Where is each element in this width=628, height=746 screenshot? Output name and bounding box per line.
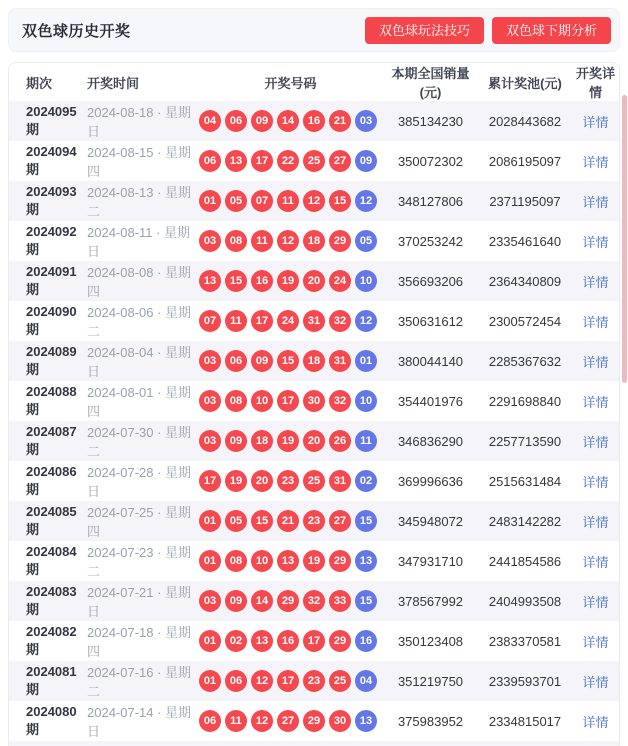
- red-ball: 16: [251, 270, 273, 292]
- period-cell: 2024081期: [26, 664, 77, 697]
- draw-date-cell: 2024-07-30 · 星期二: [87, 425, 192, 459]
- sales-cell: 346836290: [397, 433, 464, 449]
- draw-date-cell: 2024-08-18 · 星期日: [87, 105, 192, 139]
- red-ball: 08: [225, 230, 247, 252]
- red-ball: 32: [329, 310, 351, 332]
- red-ball: 29: [303, 710, 325, 732]
- blue-ball: 10: [355, 390, 377, 412]
- draw-numbers-cell: [199, 110, 382, 132]
- sales-cell: 350072302: [397, 153, 464, 169]
- sales-cell: 351219750: [397, 673, 464, 689]
- blue-ball: 15: [355, 590, 377, 612]
- red-ball: 09: [225, 590, 247, 612]
- table-row-2024084期: [9, 541, 619, 581]
- column-header-draw-time: 开奖时间: [87, 75, 140, 91]
- detail-cell: [571, 512, 620, 531]
- balls-group: [199, 670, 382, 692]
- red-ball: 21: [329, 110, 351, 132]
- red-ball: 31: [329, 350, 351, 372]
- detail-cell: [571, 592, 620, 611]
- pool-cell: 2441854586: [488, 553, 562, 569]
- draw-numbers-cell: [199, 550, 382, 572]
- sales-cell: 345948072: [397, 513, 464, 529]
- column-header-numbers: 开奖号码: [264, 75, 317, 91]
- blue-ball: 12: [355, 190, 377, 212]
- sales-cell: 350631612: [397, 313, 464, 329]
- period-cell: 2024091期: [26, 264, 77, 297]
- draw-date-cell: 2024-07-16 · 星期二: [87, 665, 192, 699]
- red-ball: 13: [251, 630, 273, 652]
- red-ball: 13: [225, 150, 247, 172]
- draw-date-cell: 2024-07-28 · 星期日: [87, 465, 192, 499]
- page-header: [8, 8, 620, 52]
- blue-ball: 10: [355, 270, 377, 292]
- red-ball: 03: [199, 390, 221, 412]
- red-ball: 18: [303, 230, 325, 252]
- draw-date-cell: 2024-07-25 · 星期四: [87, 505, 192, 539]
- detail-link[interactable]: 详情: [582, 274, 609, 290]
- red-ball: 09: [225, 430, 247, 452]
- red-ball: 03: [199, 430, 221, 452]
- table-row-2024086期: [9, 461, 619, 501]
- sales-cell: 356693206: [397, 273, 464, 289]
- red-ball: 22: [277, 150, 299, 172]
- balls-group: [199, 630, 382, 652]
- red-ball: 21: [277, 510, 299, 532]
- draw-date-cell: 2024-07-18 · 星期四: [87, 625, 192, 659]
- red-ball: 25: [303, 150, 325, 172]
- red-ball: 11: [225, 710, 247, 732]
- balls-group: [199, 430, 382, 452]
- pool-cell: 2291698840: [488, 393, 562, 409]
- table-row-2024087期: [9, 421, 619, 461]
- red-ball: 27: [329, 510, 351, 532]
- column-header-detail: 开奖详情: [575, 66, 615, 100]
- red-ball: 10: [251, 550, 273, 572]
- table-row-2024092期: [9, 221, 619, 261]
- red-ball: 20: [303, 270, 325, 292]
- table-row-2024088期: [9, 381, 619, 421]
- red-ball: 33: [329, 590, 351, 612]
- detail-link[interactable]: 详情: [582, 314, 609, 330]
- draw-numbers-cell: [199, 310, 382, 332]
- red-ball: 23: [303, 670, 325, 692]
- pool-cell: 2371195097: [489, 193, 561, 209]
- detail-link[interactable]: 详情: [582, 234, 609, 250]
- blue-ball: 09: [355, 150, 377, 172]
- draw-numbers-cell: [199, 390, 382, 412]
- red-ball: 24: [277, 310, 299, 332]
- column-header-period: 期次: [26, 75, 53, 91]
- detail-cell: [571, 632, 620, 651]
- table-row-2024093期: [9, 181, 619, 221]
- period-cell: 2024090期: [26, 304, 77, 337]
- balls-group: [199, 390, 382, 412]
- detail-cell: [571, 552, 620, 571]
- draw-numbers-cell: [199, 350, 382, 372]
- red-ball: 10: [251, 390, 273, 412]
- red-ball: 09: [251, 350, 273, 372]
- pool-cell: 2383370581: [488, 633, 562, 649]
- period-cell: 2024084期: [26, 544, 77, 577]
- period-cell: 2024082期: [26, 624, 77, 657]
- red-ball: 12: [251, 670, 273, 692]
- draw-date-cell: 2024-08-01 · 星期四: [87, 385, 192, 419]
- red-ball: 05: [225, 190, 247, 212]
- period-cell: 2024095期: [26, 104, 77, 137]
- table-row-2024094期: [9, 141, 619, 181]
- balls-group: [199, 470, 382, 492]
- red-ball: 17: [199, 470, 221, 492]
- detail-link[interactable]: 详情: [582, 514, 609, 530]
- pool-cell: 2285367632: [488, 353, 562, 369]
- red-ball: 29: [329, 630, 351, 652]
- pool-cell: 2300572454: [488, 313, 562, 329]
- red-ball: 11: [251, 230, 273, 252]
- period-cell: 2024080期: [26, 704, 77, 737]
- red-ball: 17: [251, 150, 273, 172]
- period-cell: 2024083期: [26, 584, 77, 617]
- table-header-row: [9, 63, 619, 101]
- detail-link[interactable]: 详情: [582, 474, 609, 490]
- next-draw-analysis-button[interactable]: 双色球下期分析: [492, 17, 611, 44]
- red-ball: 08: [225, 550, 247, 572]
- blue-ball: 13: [355, 710, 377, 732]
- table-row-2024091期: [9, 261, 619, 301]
- pool-cell: 2086195097: [488, 153, 562, 169]
- draw-numbers-cell: [199, 270, 382, 292]
- red-ball: 17: [277, 390, 299, 412]
- column-header-sales: 本期全国销量(元): [391, 66, 470, 100]
- red-ball: 09: [251, 110, 273, 132]
- red-ball: 18: [251, 430, 273, 452]
- blue-ball: 03: [355, 110, 377, 132]
- detail-cell: [571, 192, 620, 211]
- sales-cell: 369996636: [397, 473, 464, 489]
- balls-group: [199, 550, 382, 572]
- sales-cell: 348127806: [397, 193, 464, 209]
- red-ball: 04: [199, 110, 221, 132]
- red-ball: 26: [329, 430, 351, 452]
- red-ball: 29: [277, 590, 299, 612]
- red-ball: 18: [303, 350, 325, 372]
- sales-cell: 385134230: [397, 113, 464, 129]
- red-ball: 17: [277, 670, 299, 692]
- balls-group: [199, 510, 382, 532]
- red-ball: 27: [277, 710, 299, 732]
- balls-group: [199, 350, 382, 372]
- detail-link[interactable]: 详情: [582, 714, 609, 730]
- red-ball: 32: [303, 590, 325, 612]
- sales-cell: 347931710: [397, 553, 464, 569]
- detail-cell: [571, 312, 620, 331]
- draw-numbers-cell: [199, 510, 382, 532]
- detail-cell: [571, 392, 620, 411]
- table-body: [9, 101, 619, 746]
- red-ball: 20: [251, 470, 273, 492]
- pool-cell: 2335461640: [488, 233, 562, 249]
- pool-cell: 2339593701: [488, 673, 562, 689]
- red-ball: 14: [251, 590, 273, 612]
- balls-group: [199, 310, 382, 332]
- blue-ball: 16: [355, 630, 377, 652]
- period-cell: 2024089期: [26, 344, 77, 377]
- pool-cell: 2334815017: [488, 713, 562, 729]
- detail-link[interactable]: 详情: [582, 154, 609, 170]
- red-ball: 15: [329, 190, 351, 212]
- detail-link[interactable]: 详情: [582, 554, 609, 570]
- detail-link[interactable]: 详情: [582, 634, 609, 650]
- red-ball: 12: [277, 230, 299, 252]
- detail-cell: [571, 232, 620, 251]
- red-ball: 11: [277, 190, 299, 212]
- blue-ball: 04: [355, 670, 377, 692]
- period-cell: 2024085期: [26, 504, 77, 537]
- red-ball: 06: [225, 350, 247, 372]
- red-ball: 15: [277, 350, 299, 372]
- blue-ball: 13: [355, 550, 377, 572]
- header-buttons: [365, 17, 611, 44]
- pool-cell: 2257713590: [488, 433, 562, 449]
- red-ball: 01: [199, 510, 221, 532]
- draw-date-cell: 2024-07-14 · 星期日: [87, 705, 192, 739]
- red-ball: 31: [329, 470, 351, 492]
- blue-ball: 12: [355, 310, 377, 332]
- red-ball: 01: [199, 550, 221, 572]
- balls-group: [199, 190, 382, 212]
- pool-cell: 2483142282: [488, 513, 562, 529]
- table-row-partial: [9, 741, 619, 746]
- red-ball: 20: [303, 430, 325, 452]
- table-row-2024081期: [9, 661, 619, 701]
- sales-cell: 375983952: [397, 713, 464, 729]
- red-ball: 16: [277, 630, 299, 652]
- table-row-2024095期: [9, 101, 619, 141]
- red-ball: 13: [199, 270, 221, 292]
- detail-cell: [571, 152, 620, 171]
- draw-numbers-cell: [199, 590, 382, 612]
- red-ball: 01: [199, 630, 221, 652]
- red-ball: 17: [303, 630, 325, 652]
- red-ball: 05: [225, 510, 247, 532]
- red-ball: 24: [329, 270, 351, 292]
- red-ball: 15: [225, 270, 247, 292]
- red-ball: 12: [303, 190, 325, 212]
- balls-group: [199, 230, 382, 252]
- red-ball: 07: [199, 310, 221, 332]
- detail-link[interactable]: 详情: [582, 434, 609, 450]
- balls-group: [199, 590, 382, 612]
- detail-cell: [571, 672, 620, 691]
- red-ball: 01: [199, 190, 221, 212]
- red-ball: 13: [277, 550, 299, 572]
- table-row-2024085期: [9, 501, 619, 541]
- detail-link[interactable]: 详情: [582, 194, 609, 210]
- draw-numbers-cell: [199, 470, 382, 492]
- draw-date-cell: 2024-08-08 · 星期四: [87, 265, 192, 299]
- red-ball: 02: [225, 630, 247, 652]
- draw-numbers-cell: [199, 430, 382, 452]
- red-ball: 12: [251, 710, 273, 732]
- detail-cell: [571, 432, 620, 451]
- red-ball: 08: [225, 390, 247, 412]
- red-ball: 01: [199, 670, 221, 692]
- pool-cell: 2028443682: [488, 113, 562, 129]
- detail-cell: [571, 112, 620, 131]
- table-row-2024080期: [9, 701, 619, 741]
- red-ball: 30: [329, 710, 351, 732]
- draw-numbers-cell: [199, 230, 382, 252]
- blue-ball: 11: [355, 430, 377, 452]
- draw-numbers-cell: [199, 710, 382, 732]
- column-header-pool: 累计奖池(元): [488, 75, 562, 91]
- pool-cell: 2515631484: [488, 473, 562, 489]
- draw-date-cell: 2024-07-21 · 星期日: [87, 585, 192, 619]
- red-ball: 29: [329, 230, 351, 252]
- draw-numbers-cell: [199, 150, 382, 172]
- red-ball: 06: [225, 110, 247, 132]
- red-ball: 15: [251, 510, 273, 532]
- blue-ball: 01: [355, 350, 377, 372]
- play-tips-button[interactable]: 双色球玩法技巧: [365, 17, 484, 44]
- table-row-2024082期: [9, 621, 619, 661]
- period-cell: 2024088期: [26, 384, 77, 417]
- draw-date-cell: 2024-08-11 · 星期日: [87, 225, 191, 259]
- table-row-2024089期: [9, 341, 619, 381]
- period-cell: 2024094期: [26, 144, 77, 177]
- balls-group: [199, 270, 382, 292]
- red-ball: 03: [199, 590, 221, 612]
- detail-link[interactable]: 详情: [582, 674, 609, 690]
- draw-date-cell: 2024-07-23 · 星期二: [87, 545, 192, 579]
- red-ball: 23: [277, 470, 299, 492]
- page-title: 双色球历史开奖: [22, 22, 131, 40]
- draw-date-cell: 2024-08-13 · 星期二: [87, 185, 192, 219]
- history-table-card: [8, 62, 620, 746]
- red-ball: 19: [277, 270, 299, 292]
- draw-numbers-cell: [199, 670, 382, 692]
- detail-cell: [571, 472, 620, 491]
- detail-link[interactable]: 详情: [582, 594, 609, 610]
- draw-date-cell: 2024-08-06 · 星期二: [87, 305, 192, 339]
- red-ball: 06: [225, 670, 247, 692]
- red-ball: 23: [303, 510, 325, 532]
- draw-numbers-cell: [199, 630, 382, 652]
- sales-cell: 350123408: [397, 633, 464, 649]
- red-ball: 30: [303, 390, 325, 412]
- draw-numbers-cell: [199, 190, 382, 212]
- pool-cell: 2404993508: [488, 593, 562, 609]
- red-ball: 25: [303, 470, 325, 492]
- draw-date-cell: 2024-08-15 · 星期四: [87, 145, 192, 179]
- detail-cell: [571, 352, 620, 371]
- red-ball: 14: [277, 110, 299, 132]
- red-ball: 03: [199, 350, 221, 372]
- balls-group: [199, 710, 382, 732]
- draw-date-cell: 2024-08-04 · 星期日: [87, 345, 192, 379]
- red-ball: 07: [251, 190, 273, 212]
- red-ball: 06: [199, 710, 221, 732]
- detail-cell: [571, 272, 620, 291]
- red-ball: 27: [329, 150, 351, 172]
- red-ball: 03: [199, 230, 221, 252]
- red-ball: 17: [251, 310, 273, 332]
- red-ball: 29: [329, 550, 351, 572]
- scrollbar-thumb[interactable]: [622, 95, 627, 383]
- red-ball: 31: [303, 310, 325, 332]
- sales-cell: 378567992: [397, 593, 464, 609]
- detail-link[interactable]: 详情: [582, 394, 609, 410]
- period-cell: 2024086期: [26, 464, 77, 497]
- red-ball: 11: [225, 310, 247, 332]
- red-ball: 19: [225, 470, 247, 492]
- pool-cell: 2364340809: [488, 273, 562, 289]
- red-ball: 32: [329, 390, 351, 412]
- red-ball: 19: [277, 430, 299, 452]
- sales-cell: 354401976: [397, 393, 464, 409]
- sales-cell: 380044140: [397, 353, 464, 369]
- period-cell: 2024092期: [26, 224, 77, 257]
- table-row-2024090期: [9, 301, 619, 341]
- table-row-2024083期: [9, 581, 619, 621]
- blue-ball: 05: [355, 230, 377, 252]
- period-cell: 2024087期: [26, 424, 77, 457]
- blue-ball: 02: [355, 470, 377, 492]
- red-ball: 06: [199, 150, 221, 172]
- balls-group: [199, 150, 382, 172]
- red-ball: 25: [329, 670, 351, 692]
- detail-cell: [571, 712, 620, 731]
- detail-link[interactable]: 详情: [582, 114, 609, 130]
- sales-cell: 370253242: [397, 233, 464, 249]
- detail-link[interactable]: 详情: [582, 354, 609, 370]
- balls-group: [199, 110, 382, 132]
- period-cell: 2024093期: [26, 184, 77, 217]
- red-ball: 16: [303, 110, 325, 132]
- red-ball: 19: [303, 550, 325, 572]
- blue-ball: 15: [355, 510, 377, 532]
